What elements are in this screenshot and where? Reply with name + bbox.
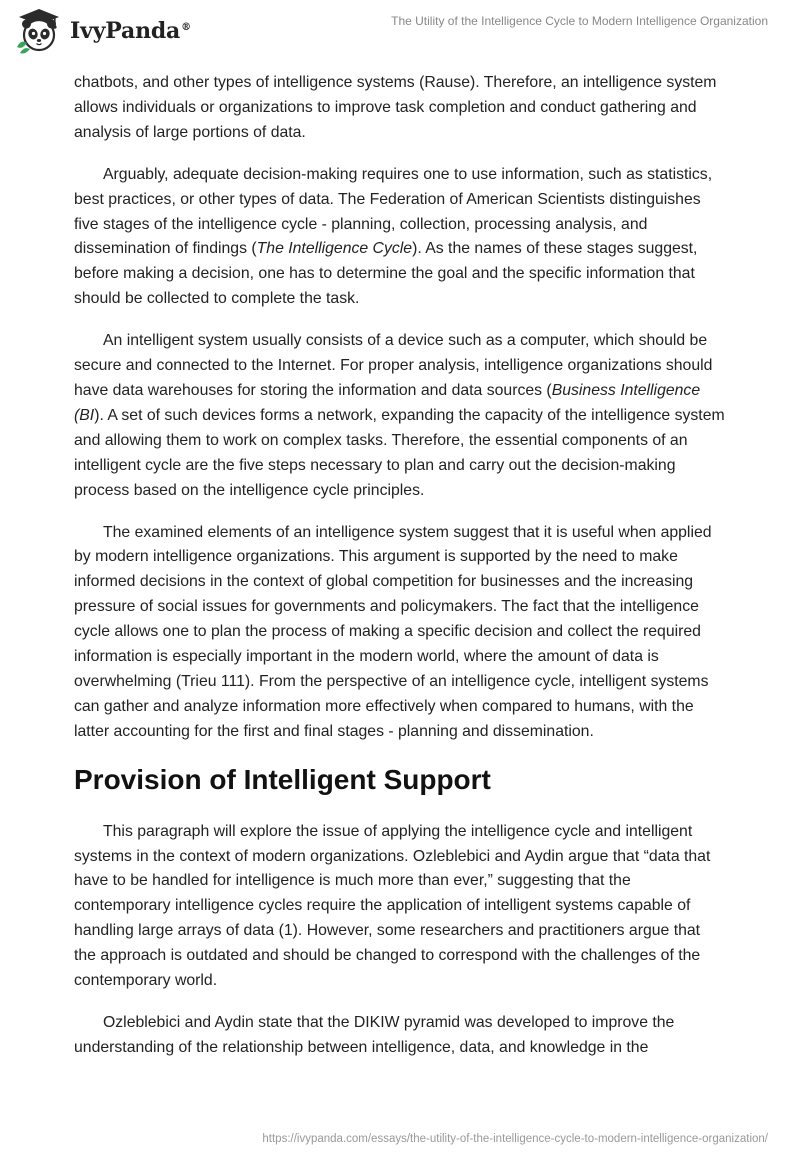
paragraph-3-text-b: ). A set of such devices forms a network, expanding the capacity of the intelligence system and allowing them to work on complex tasks. Therefore, the essential components of an intelligent cycle are the five steps necessary to plan and carry out the decision-making process based on the intelligence cycle principles. — [74, 406, 725, 499]
paragraph-3-text-a: An intelligent system usually consists of a device such as a computer, which should be secure and connected to the Internet. For proper analysis, intelligence organizations should have data warehouses for storing the information and data sources ( — [74, 332, 713, 399]
paragraph-2-text-a: Arguably, adequate decision-making requires one to use information, such as statistics, best practices, or other types of data. The Federation of American Scientists distinguishes five stages of the intelligence cycle - planning, collection, processing analysis, and dissemination of findings ( — [74, 165, 713, 258]
citation-business-intelligence: Business Intelligence (BI — [74, 381, 701, 424]
paragraph-5: This paragraph will explore the issue of applying the intelligence cycle and intelligent systems in the context of modern organizations. Ozleblebici and Aydin argue that “data that have to be handled for intelligence is much more than ever,” suggesting that the contemporary intelligence cycles require the application of intelligent systems capable of handling large arrays of data (1). However, some researchers and practitioners argue that the approach is outdated and should be changed to correspond with the challenges of the contemporary world. — [74, 822, 711, 990]
document-title: The Utility of the Intelligence Cycle to Modern Intelligence Organization — [391, 14, 768, 28]
essay-body — [74, 71, 726, 1078]
registered-mark: ® — [181, 21, 191, 33]
paragraph-3 — [74, 329, 726, 503]
panda-logo-icon — [14, 7, 64, 55]
logo-text: IvyPanda® — [70, 18, 191, 44]
paragraph-2-text-b: ). As the names of these stages suggest, before making a decision, one has to determine the goal and the specific information that should be collected to complete the task. — [74, 240, 698, 308]
section-heading: Provision of Intelligent Support — [74, 763, 491, 795]
citation-intelligence-cycle: The Intelligence Cycle — [256, 240, 413, 258]
page-header — [0, 0, 800, 70]
paragraph-2 — [74, 163, 726, 312]
paragraph-6: Ozleblebici and Aydin state that the DIKIW pyramid was developed to improve the understanding of the relationship between intelligence, data, and knowledge in the — [74, 1014, 675, 1056]
paragraph-1: chatbots, and other types of intelligence systems (Rause). Therefore, an intelligence system allows individuals or organizations to improve task completion and conduct gathering and analysis of large portions of data. — [74, 74, 717, 141]
source-url[interactable]: https://ivypanda.com/essays/the-utility-of-the-intelligence-cycle-to-modern-intelligence-organization/ — [262, 1133, 768, 1145]
ivypanda-logo[interactable] — [14, 7, 214, 55]
paragraph-4: The examined elements of an intelligence system suggest that it is useful when applied by modern intelligence organizations. This argument is supported by the need to make informed decisions in the context of global competition for businesses and the increasing pressure of social issues for governments and policymakers. The fact that the intelligence cycle allows one to plan the process of making a specific decision and collect the required information is especially important in the modern world, where the amount of data is overwhelming (Trieu 111). From the perspective of an intelligence cycle, intelligent systems can gather and analyze information more effectively when compared to humans, with the latter accounting for the first and final stages - planning and dissemination. — [74, 523, 712, 740]
